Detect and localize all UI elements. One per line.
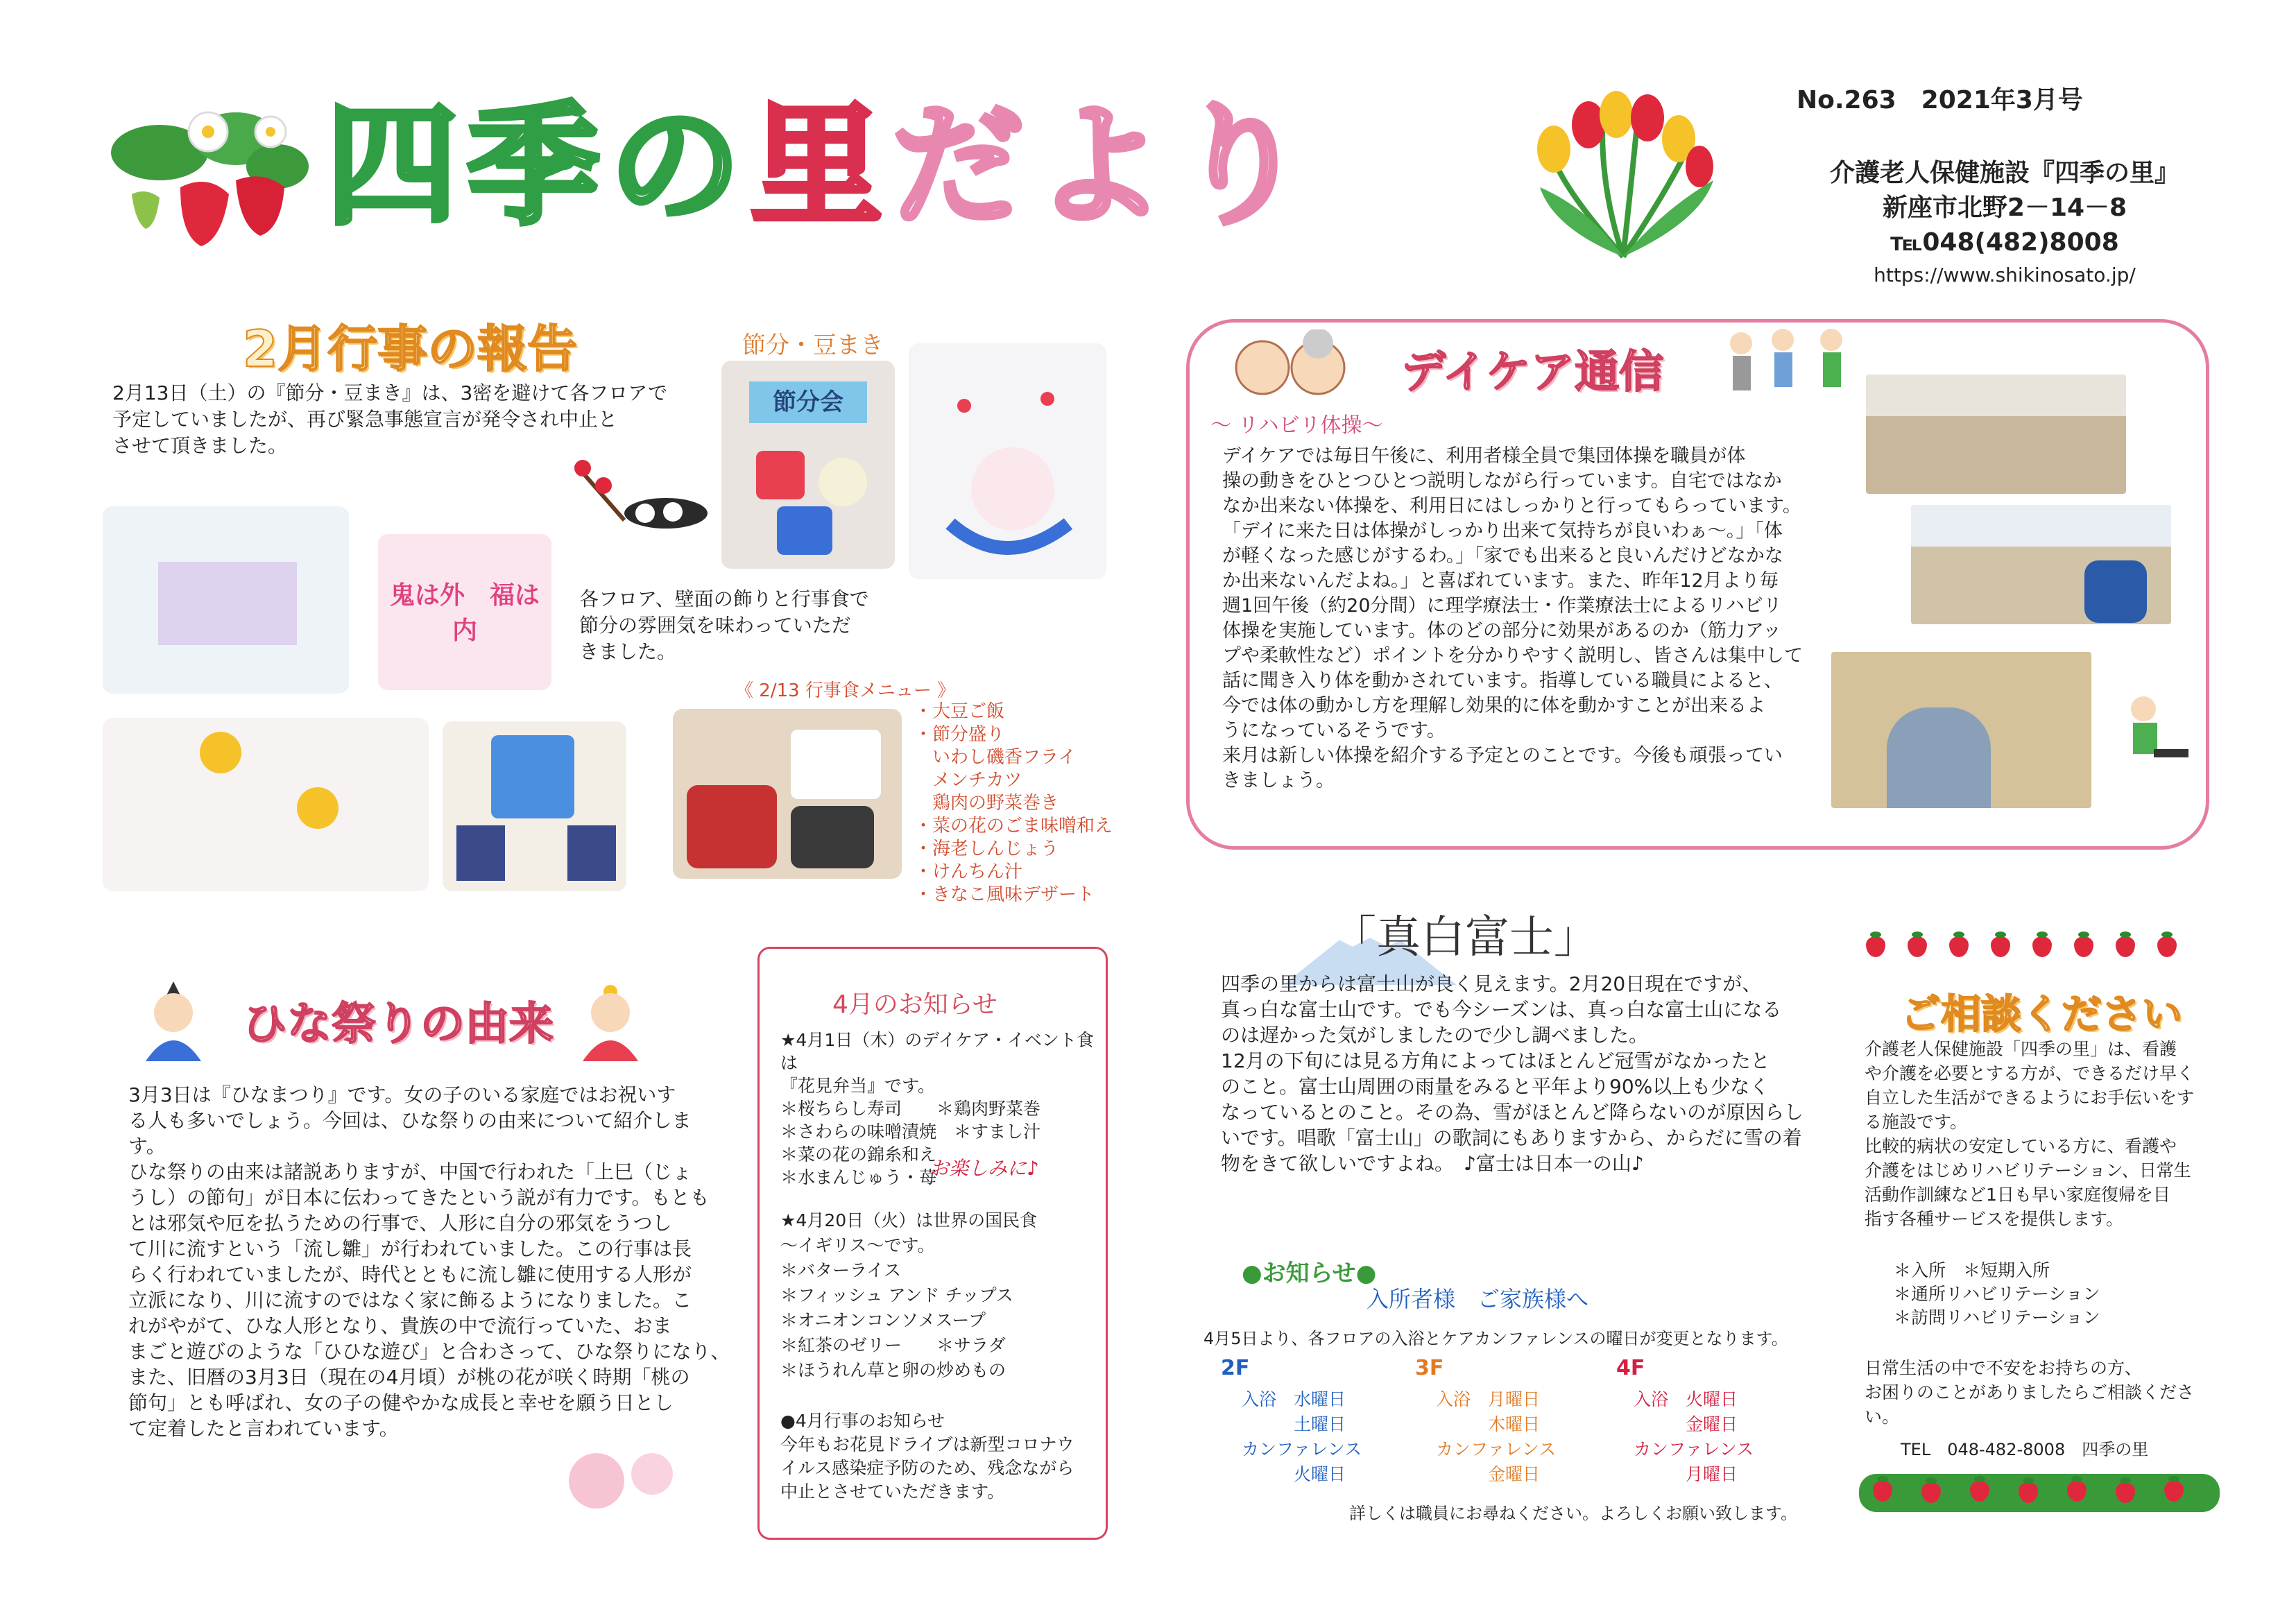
rehab-photo-2	[1911, 505, 2171, 624]
facility-url[interactable]: https://www.shikinosato.jp/	[1874, 264, 2136, 286]
title-part1: 四季の	[326, 89, 751, 243]
daycare-subheading: ～ リハビリ体操～	[1210, 413, 1383, 438]
april-world-food: ★4月20日（火）は世界の国民食 ～イギリス～です。 ＊バターライス ＊フィッシュ アンド チップス ＊オニオンコンソメスープ ＊紅茶のゼリー ＊サラダ ＊ほうれん草と卵の炒めもの	[780, 1210, 1038, 1380]
elderly-illustration	[1231, 329, 1349, 413]
wall-decoration-photo-2	[103, 718, 429, 891]
setsubun-sign: 節分会	[749, 381, 867, 423]
april-event-meal: ★4月1日（木）のデイケア・イベント食は 『花見弁当』です。 ＊桜ちらし寿司 ＊鶏肉野菜巻 ＊さわらの味噌漬焼 ＊すまし汁 ＊菜の花の錦糸和え ＊水まんじゅう・苺	[780, 1030, 1094, 1187]
daycare-body: デイケアでは毎日午後に、利用者様全員で集団体操を職員が体 操の動きをひとつひとつ説明しながら行っています。自宅ではなか なか出来ない体操を、利用日にはしっかりと行ってもらっています。 「デイに来た日は体操がしっかり出来て気持ちが良いわぁ～。」「体 が軽くなった感じがするわ。」「家でも出来ると良いんだけどなかな か出来ないんだよね。」と喜ばれています。また、昨年12月より毎 週1回午後（約20分間）に理学療法士・作業療法士によるリハビリ 体操を実施しています。体のどの部分に効果があるのか（筋力アッ プや柔軟性など）ポイントを分かりやすく説明し、皆さんは集中して 話に聞き入り体を動かされています。指導している職員によると、 今では体の動かし方を理解し効果的に体を動かすことが出来るよ うになっているそうです。 来月は新しい体操を紹介する予定とのことです。今後も頑張ってい きましょう。	[1222, 445, 1803, 791]
floor-4f-schedule: 入浴 火曜日 金曜日 カンファレンス 月曜日	[1634, 1389, 1754, 1484]
notice-footer: 詳しくは職員にお尋ねください。よろしくお願い致します。	[1349, 1504, 1798, 1523]
menu-title: 《 2/13 行事食メニュー 》	[735, 680, 956, 701]
strawberry-row-top	[1859, 933, 2220, 961]
strawberry-illustration	[104, 90, 312, 257]
notice-body: 4月5日より、各フロアの入浴とケアカンファレンスの曜日が変更となります。	[1203, 1329, 1788, 1348]
rehab-photo-3	[1831, 652, 2091, 808]
feb-report-body: 2月13日（土）の『節分・豆まき』は、3密を避けて各フロアで 予定していましたが、再び緊急事態宣言が発令され中止と させて頂きました。	[112, 381, 668, 457]
setsubun-caption: 節分・豆まき	[742, 332, 884, 359]
facility-tel: ℡048(482)8008	[1890, 228, 2119, 257]
facility-address: 新座市北野2－14－8	[1882, 194, 2127, 222]
strawberry-row-bottom	[1859, 1474, 2220, 1512]
oni-sign: 鬼は外 福は内	[389, 581, 540, 645]
oni-craft-photo	[443, 721, 626, 891]
setsubun-wall-photo	[721, 361, 895, 569]
floor-3f-label: 3F	[1415, 1356, 1444, 1380]
floor-3f-schedule: 入浴 月曜日 木曜日 カンファレンス 金曜日	[1436, 1389, 1557, 1484]
april-enjoy: お楽しみに♪	[929, 1157, 1039, 1180]
consult-tel: TEL 048-482-8008 四季の里	[1901, 1440, 2149, 1459]
fukuwauchi-art-photo	[909, 343, 1106, 579]
oni-wa-soto-photo	[378, 534, 551, 690]
fuji-body: 四季の里からは富士山が良く見えます。2月20日現在ですが、 真っ白な富士山です。でも今シーズンは、真っ白な富士山になる のは遅かった気がしましたので少し調べました。 12月の下旬には見る方角によってはほとんど冠雪がなかったと のこと。富士山周囲の雨量をみると平年より90%以上も少なく なっているとのこと。その為、雪がほとんど降らないのが原因らし いです。唱歌「富士山」の歌詞にもありますから、からだに雪の着 物をきて欲しいですよね。 ♪富士は日本一の山♪	[1221, 972, 1804, 1175]
notice-recipient: 入所者様 ご家族様へ	[1367, 1286, 1589, 1312]
hina-heading: ひな祭りの由来	[243, 999, 554, 1050]
floor-2f-schedule: 入浴 水曜日 土曜日 カンファレンス 火曜日	[1242, 1389, 1362, 1484]
notice-label: ●お知らせ●	[1242, 1260, 1377, 1287]
consult-heading: ご相談ください	[1901, 990, 2183, 1038]
issue-number: No.263 2021年3月号	[1797, 86, 2083, 114]
exercise-illustration	[1720, 323, 1859, 413]
april-heading: 4月のお知らせ	[832, 990, 997, 1019]
plum-blossom-illustration	[562, 451, 714, 534]
consult-body: 介護老人保健施設「四季の里」は、看護 や介護を必要とする方が、できるだけ早く 自立した生活ができるようにお手伝いをす る施設です。 比較的病状の安定している方に、看護や 介護をはじめリハビリテーション、日常生 活動作訓練など1日も早い家庭復帰を目 指す各種サービスを提供します。	[1865, 1039, 2195, 1229]
leg-exercise-illustration	[2116, 694, 2192, 784]
event-meal-photo	[673, 709, 902, 879]
tulip-illustration	[1526, 76, 1720, 264]
hina-doll-icon-male	[139, 978, 208, 1061]
floor-2f-label: 2F	[1221, 1356, 1250, 1380]
floor-4f-label: 4F	[1616, 1356, 1645, 1380]
consult-services: ＊入所 ＊短期入所 ＊通所リハビリテーション ＊訪問リハビリテーション	[1894, 1260, 2100, 1328]
title-part2: 里	[751, 89, 893, 243]
newsletter-title	[326, 90, 1317, 243]
april-events: ●4月行事のお知らせ 今年もお花見ドライブは新型コロナウ イルス感染症予防のため、残念ながら 中止とさせていただきます。	[780, 1411, 1074, 1502]
hina-doll-icon-female	[576, 978, 645, 1061]
peach-blossom-icon	[555, 1443, 687, 1519]
wall-decoration-photo-1	[103, 506, 349, 694]
fuji-heading: 「真白富士」	[1332, 912, 1598, 963]
hina-body: 3月3日は『ひなまつり』です。女の子のいる家庭ではお祝いす る人も多いでしょう。今回は、ひな祭りの由来について紹介しま す。 ひな祭りの由来は諸説ありますが、中国で行われた「上巳（じょ うし）の節句」が日本に伝わってきたという説が有力です。もとも とは邪気や厄を払うための行事で、人形に自分の邪気をうつし て川に流すという「流し雛」が行われていました。この行事は長 らく行われていましたが、時代とともに流し雛に使用する人形が 立派になり、川に流すのではなく家に飾るようになりました。こ れがやがて、ひな人形となり、貴族の中で流行っていた、おま まごと遊びのような「ひひな遊び」と合わさって、ひな祭りになり、 また、旧暦の3月3日（現在の4月頃）が桃の花が咲く時期「桃の 節句」とも呼ばれ、女の子の健やかな成長と幸せを願う日とし て定着したと言われています。	[128, 1083, 730, 1440]
consult-closing: 日常生活の中で不安をお持ちの方、 お困りのことがありましたらご相談ください。	[1865, 1358, 2195, 1427]
title-part3: だより	[892, 89, 1317, 243]
feb-report-heading: 2月行事の報告	[243, 320, 578, 378]
facility-name: 介護老人保健施設『四季の里』	[1829, 159, 2179, 187]
decor-description: 各フロア、壁面の飾りと行事食で 節分の雰囲気を味わっていただ きました。	[579, 587, 869, 663]
event-meal-menu: ・大豆ご飯 ・節分盛り いわし磯香フライ メンチカツ 鶏肉の野菜巻き ・菜の花のごま味噌和え ・海老しんじょう ・けんちん汁 ・きなこ風味デザート	[914, 701, 1113, 905]
daycare-heading: デイケア通信	[1401, 347, 1664, 398]
rehab-photo-1	[1866, 375, 2126, 494]
